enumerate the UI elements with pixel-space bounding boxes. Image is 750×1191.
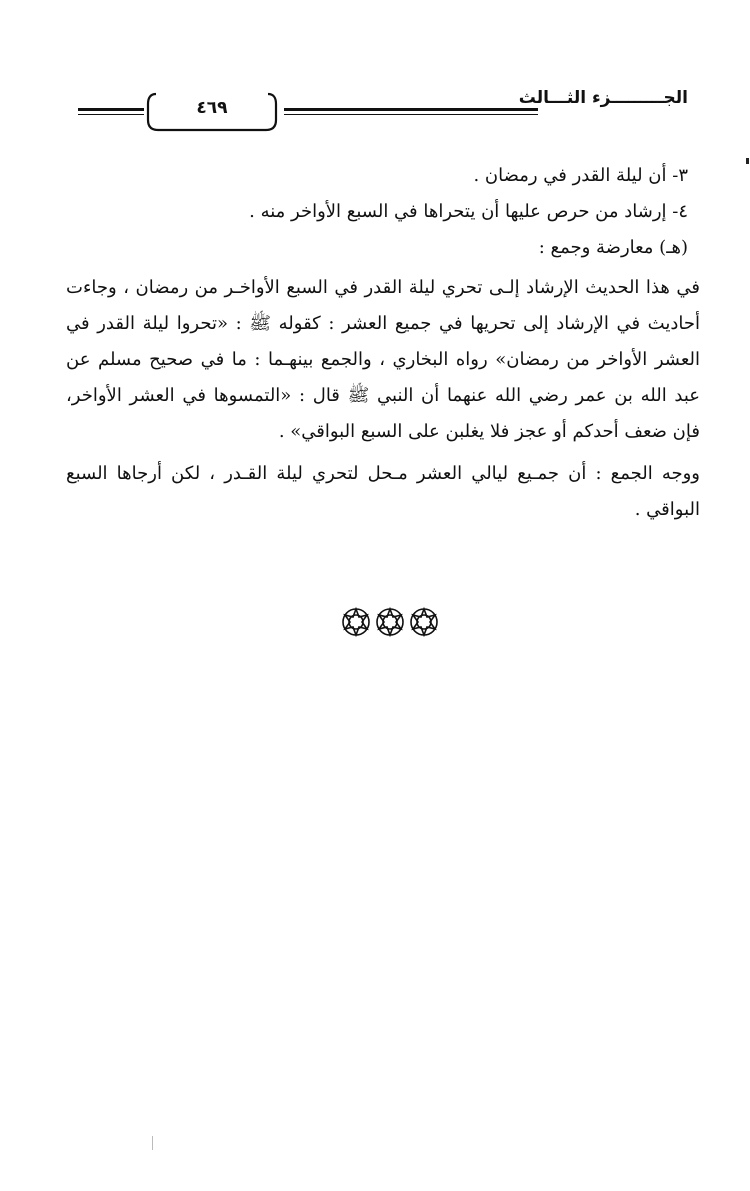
triple-star-ornament-icon	[340, 606, 440, 638]
section-heading: (هـ) معارضة وجمع :	[538, 237, 688, 258]
ornament	[340, 606, 440, 638]
header-rule-thin	[284, 114, 538, 115]
page-number: ٤٦٩	[196, 98, 228, 118]
header-rule-thick	[284, 108, 538, 111]
page-number-frame	[146, 90, 278, 134]
paragraph-1: في هذا الحديث الإرشاد إلـى تحري ليلة القدر في السبع الأواخـر من رمضان ، وجاءت أحاديث في الإرشاد إلى تحريها في جميع العشر : كقوله ﷺ : «تحروا ليلة القدر في العشر الأواخر من رمضان» رواه البخاري ، والجمع بينهـما : ما في صحيح مسلم عن عبد الله بن عمر رضي الله عنهما أن النبي ﷺ قال : «التمسوها في العشر الأواخر، فإن ضعف أحدكم أو عجز فلا يغلبن على السبع البواقي» .	[66, 277, 700, 442]
header-rule-left-thin	[78, 114, 144, 115]
part-title: الجـــــــــزء الثـــالث	[518, 88, 688, 108]
page-content	[66, 158, 700, 528]
margin-mark	[746, 158, 749, 164]
header-rule-left-thick	[78, 108, 144, 111]
scan-speck	[152, 1136, 153, 1150]
list-item-4: ٤- إرشاد من حرص عليها أن يتحراها في السبع الأواخر منه .	[249, 201, 688, 222]
page-header	[78, 86, 688, 150]
list-item-3: ٣- أن ليلة القدر في رمضان .	[473, 165, 688, 186]
paragraph-2: ووجه الجمع : أن جمـيع ليالي العشر مـحل لتحري ليلة القـدر ، لكن أرجاها السبع البواقي .	[66, 463, 700, 520]
